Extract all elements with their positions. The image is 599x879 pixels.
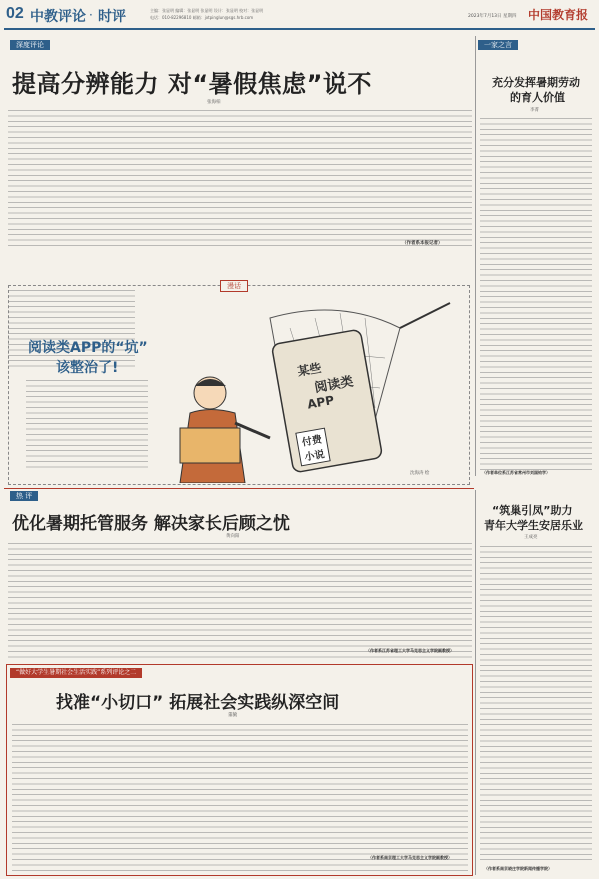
article2-body — [480, 116, 592, 472]
cartoon-title-line1: 阅读类APP的“坑” — [28, 340, 148, 356]
article4-headline[interactable]: 找准“小切口” 拓展社会实践纵深空间 — [56, 693, 340, 713]
paid-sign-line-1: 付费 — [301, 434, 323, 449]
app-sign-line-3: APP — [306, 393, 336, 412]
article1-body — [8, 108, 472, 248]
cartoon-caption — [26, 378, 148, 468]
article2-author: 李菁 — [530, 108, 539, 113]
cartoon-artist: 沈海涛 绘 — [410, 471, 430, 476]
article2-headline-line2[interactable]: 的育人价值 — [510, 91, 565, 104]
article1-headline[interactable]: 提高分辨能力 对“暑假焦虑”说不 — [12, 70, 372, 98]
credit-top: （作者系本报记者） — [402, 241, 443, 246]
masthead-rule — [4, 28, 595, 30]
tag-series: “做好大学生暑期社会生活实践”系列评论之二 — [10, 668, 142, 678]
article5-headline-line2[interactable]: 青年大学生安居乐业 — [484, 519, 583, 532]
editor-credits: 主编：张显明 编辑：张显明 张显明 设计：张显明 校对：张显明 — [150, 8, 264, 13]
section-title: 中教评论 — [30, 9, 86, 25]
article4-body — [12, 722, 468, 872]
article3-author: 黄向阳 — [226, 534, 240, 539]
cartoon-title-line2: 该整治了! — [56, 360, 119, 376]
masthead — [0, 0, 599, 30]
article5-headline-line1[interactable]: “筑巢引凤”助力 — [492, 504, 573, 517]
app-sign-line-2: 阅读类 — [313, 374, 355, 397]
cartoon-paid-sign — [295, 428, 330, 467]
tag-one-voice: 一家之言 — [478, 40, 518, 50]
article5-author: 王成亮 — [524, 535, 538, 540]
article2-credit: （作者单位系江苏省常州市刘国钧学） — [482, 470, 550, 475]
paid-sign-line-2: 小说 — [303, 449, 326, 464]
article3-credit: （作者系江苏省理工大学马克思主义学院副教授） — [366, 648, 454, 653]
cartoon-app-sign — [296, 354, 357, 412]
article3-headline[interactable]: 优化暑期托管服务 解决家长后顾之忧 — [12, 514, 290, 534]
article5-credit: （作者系南京晓庄学院新闻传播学院） — [484, 866, 552, 871]
column-divider — [475, 36, 476, 476]
article1-author: 张海柏 — [207, 100, 221, 105]
tag-deep-commentary: 深度评论 — [10, 40, 50, 50]
article2-headline-line1[interactable]: 充分发挥暑期劳动 — [492, 76, 580, 89]
article4-author: 董毓 — [228, 713, 237, 718]
newspaper-logo: 中国教育报 — [528, 8, 589, 22]
column-divider-2 — [475, 490, 476, 875]
page-number: 02 — [6, 5, 24, 22]
tag-cartoon: 漫话 — [220, 280, 248, 292]
issue-date: 2023年7月13日 星期四 — [468, 14, 517, 19]
section-sub: 时评 — [98, 9, 126, 25]
article3-body — [8, 541, 472, 661]
article4-credit: （作者系南京理工大学马克思主义学院副教授） — [368, 855, 452, 860]
contact-info: 电话：010-82296810 邮箱：jxtpinglun@sgs.hrb.com — [150, 15, 254, 20]
section-rule-3 — [4, 488, 474, 489]
article5-body — [480, 544, 592, 864]
app-sign-line-1: 某些 — [296, 360, 323, 379]
tag-hot-commentary: 热 评 — [10, 491, 38, 501]
section-dot: · — [89, 8, 93, 22]
